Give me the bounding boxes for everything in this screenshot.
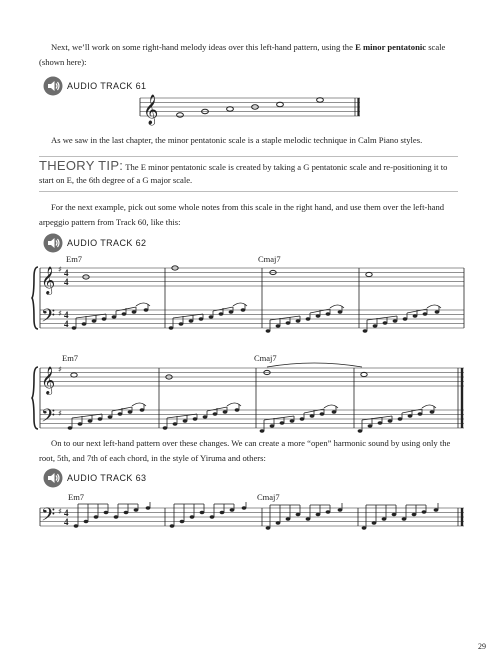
speaker-icon xyxy=(43,233,63,253)
time-signature-top: 4 xyxy=(64,310,69,320)
intro-text-c: scale (shown here): xyxy=(39,42,446,67)
theory-tip-body: The E minor pentatonic scale is created by taking a G pentatonic scale and re-positioning it to start on E, the 6th degree of a G major scale. xyxy=(39,162,448,185)
audio-track-label: AUDIO TRACK 61 xyxy=(67,81,147,91)
speaker-icon xyxy=(43,76,63,96)
time-signature-bottom: 4 xyxy=(64,319,69,329)
audio-track-62[interactable] xyxy=(43,233,146,253)
audio-track-label: AUDIO TRACK 63 xyxy=(67,473,147,483)
svg-text:𝄞: 𝄞 xyxy=(143,95,159,125)
pentatonic-scale-staff xyxy=(140,92,360,132)
chord-symbol: Cmaj7 xyxy=(257,492,280,502)
time-signature-bottom: 4 xyxy=(64,517,69,527)
theory-tip-text xyxy=(39,157,458,187)
svg-text:♯: ♯ xyxy=(58,409,62,418)
time-signature-bottom: 4 xyxy=(64,277,69,287)
intro-paragraph xyxy=(39,40,460,70)
svg-text:♯: ♯ xyxy=(58,265,62,274)
grand-staff-system-1 xyxy=(34,262,464,342)
bass-staff-system-3 xyxy=(40,500,465,536)
svg-text:𝄞: 𝄞 xyxy=(41,266,56,294)
grand-staff-system-2 xyxy=(34,362,464,442)
example-instructions: For the next example, pick out some whole notes from this scale in the right hand, and use them over the left-hand arpeggio pattern from Track 60, like this: xyxy=(39,202,445,227)
scale-name: E minor pentatonic xyxy=(355,42,427,52)
svg-text:𝄢: 𝄢 xyxy=(41,306,56,331)
chord-symbol: Cmaj7 xyxy=(258,254,281,264)
chord-symbol: Em7 xyxy=(68,492,85,502)
audio-track-61[interactable] xyxy=(43,76,146,96)
chord-symbol: Em7 xyxy=(66,254,83,264)
svg-text:♯: ♯ xyxy=(58,309,62,318)
open-voicing-paragraph: On to our next left-hand pattern over these changes. We can create a more “open” harmonic sound by using only the root, 5th, and 7th of each chord, in the style of Yiruma and others: xyxy=(39,438,451,463)
theory-tip-box xyxy=(39,156,458,192)
svg-text:♯: ♯ xyxy=(58,507,62,516)
audio-track-63[interactable] xyxy=(43,468,146,488)
svg-text:𝄞: 𝄞 xyxy=(41,366,56,394)
time-signature-top: 4 xyxy=(64,508,69,518)
svg-text:𝄢: 𝄢 xyxy=(41,406,56,431)
theory-tip-title: THEORY TIP: xyxy=(39,158,124,173)
svg-text:♯: ♯ xyxy=(58,365,62,374)
time-signature-top: 4 xyxy=(64,268,69,278)
chord-symbol: Cmaj7 xyxy=(254,353,277,363)
pentatonic-note: As we saw in the last chapter, the minor pentatonic scale is a staple melodic technique in Calm Piano styles. xyxy=(51,135,423,145)
page-number: 29 xyxy=(478,642,486,651)
svg-text:𝄢: 𝄢 xyxy=(41,505,56,530)
intro-text-a: Next, we’ll work on some right-hand melody ideas over this left-hand pattern, using the xyxy=(51,42,356,52)
speaker-icon xyxy=(43,468,63,488)
chord-symbol: Em7 xyxy=(62,353,79,363)
audio-track-label: AUDIO TRACK 62 xyxy=(67,238,147,248)
